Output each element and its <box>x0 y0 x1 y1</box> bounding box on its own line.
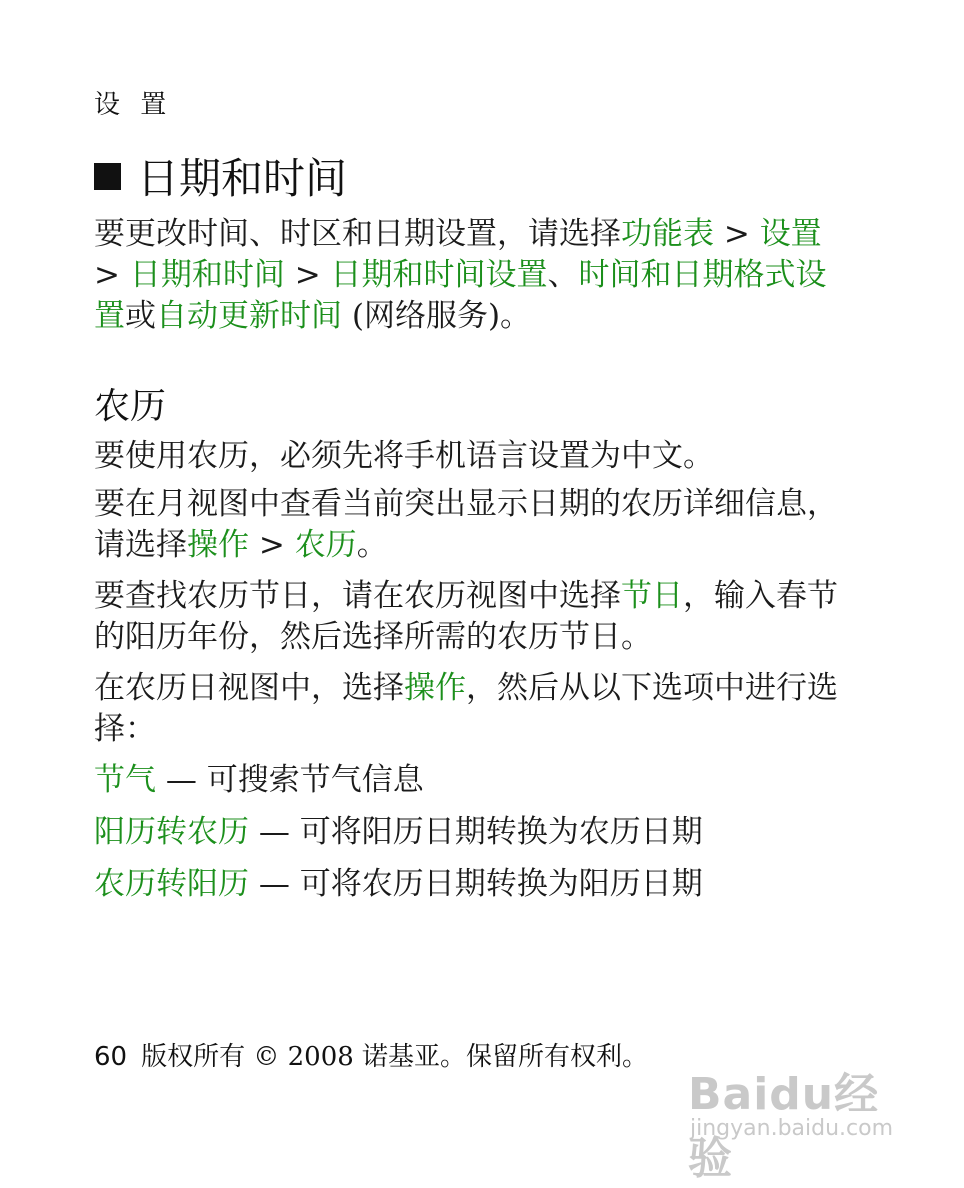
menu-link-auto-update: 自动更新时间 <box>156 298 342 334</box>
p2-text-1: 要在月视图中查看当前突出显示日期的农历详细信息，请选择 <box>94 486 838 563</box>
page-number: 60 <box>94 1042 128 1072</box>
option-desc: — 可将农历日期转换为阳历日期 <box>249 866 703 902</box>
option-name: 农历转阳历 <box>94 866 249 902</box>
p3-text-2: ，输入春节的阳历年份，然后选择所需的农历节日。 <box>94 578 838 655</box>
option-desc: — 可搜索节气信息 <box>156 762 424 798</box>
option-desc: — 可将阳历日期转换为农历日期 <box>249 814 703 850</box>
paragraph-2 <box>94 484 854 566</box>
separator: > <box>284 257 331 293</box>
menu-link-date-time-settings: 日期和时间设置 <box>330 257 548 293</box>
separator: > <box>249 527 295 563</box>
intro-text-3: 或 <box>125 298 156 334</box>
menu-link-options: 操作 <box>187 527 249 563</box>
menu-link-settings: 设置 <box>759 216 822 252</box>
page-title-text: 日期和时间 <box>137 154 348 203</box>
menu-link-date-time: 日期和时间 <box>129 257 285 293</box>
option-name: 阳历转农历 <box>94 814 249 850</box>
separator: > <box>714 216 760 252</box>
menu-link-festivals: 节日 <box>621 578 683 614</box>
p2-text-2: 。 <box>356 527 388 563</box>
menu-link-lunar: 农历 <box>294 527 357 563</box>
p4-text-2: ，然后从以下选项中进行选择： <box>94 670 838 747</box>
paragraph-1: 要使用农历，必须先将手机语言设置为中文。 <box>94 438 714 474</box>
bullet-square-icon <box>94 163 121 190</box>
option-item <box>94 864 854 905</box>
watermark <box>688 1040 918 1184</box>
menu-link-format-settings: 时间和日期格式设置 <box>94 257 827 334</box>
intro-text-2: 、 <box>547 257 579 293</box>
intro-text-4: (网络服务)。 <box>342 298 532 334</box>
p3-text-1: 要查找农历节日，请在农历视图中选择 <box>94 578 621 614</box>
paragraph-4 <box>94 668 854 750</box>
paragraph-3 <box>94 576 854 658</box>
page-title <box>94 146 347 206</box>
watermark-url: jingyan.baidu.com <box>690 1116 894 1141</box>
intro-text-1: 要更改时间、时区和日期设置，请选择 <box>94 216 621 252</box>
menu-link-function: 功能表 <box>621 216 714 252</box>
p4-text-1: 在农历日视图中，选择 <box>94 670 404 706</box>
copyright-text: 版权所有 © 2008 诺基亚。保留所有权利。 <box>141 1042 649 1072</box>
section-header: 设 置 <box>94 90 173 120</box>
separator: > <box>94 257 130 293</box>
option-name: 节气 <box>94 762 156 798</box>
section-subtitle: 农历 <box>94 386 167 427</box>
option-item <box>94 812 854 853</box>
menu-link-options: 操作 <box>404 670 466 706</box>
intro-paragraph <box>94 214 854 337</box>
option-item <box>94 760 854 801</box>
page-footer <box>94 1036 648 1073</box>
watermark-logo: Baidu经验 <box>688 1069 880 1184</box>
